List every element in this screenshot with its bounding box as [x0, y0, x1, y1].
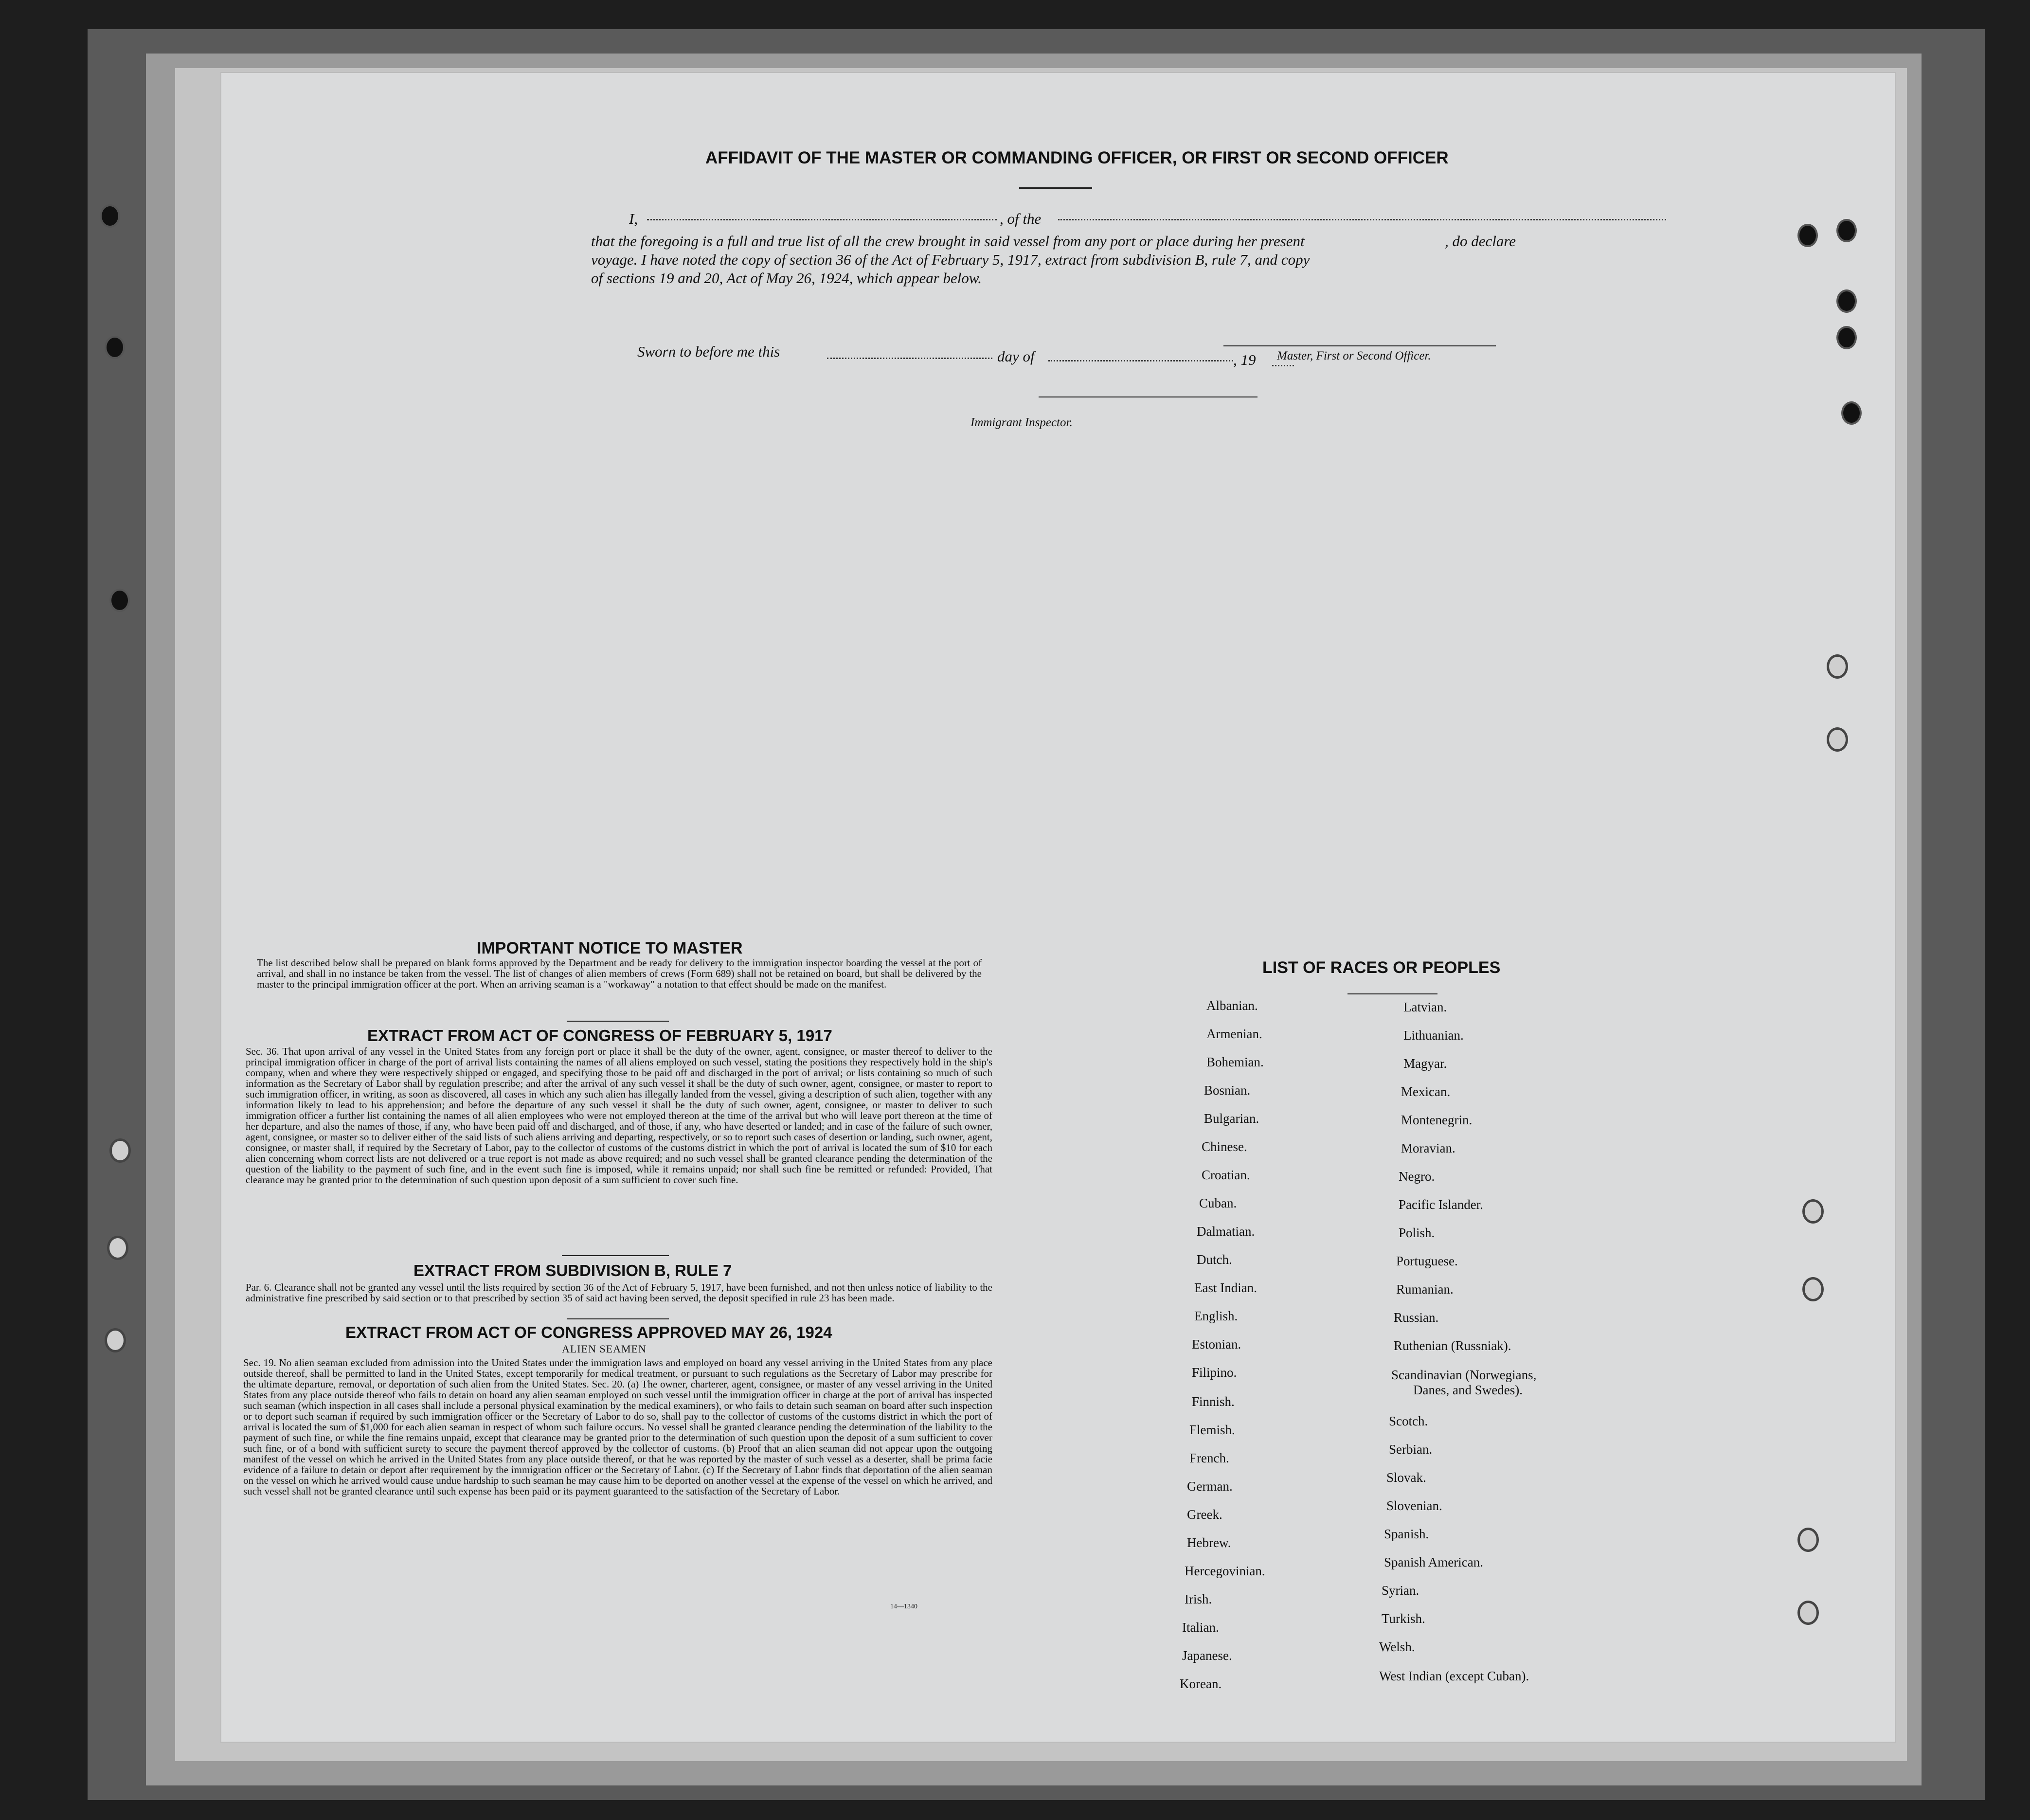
race-left: Bohemian. — [1206, 1055, 1264, 1069]
race-right: Negro. — [1399, 1169, 1435, 1184]
extract-1917-text: Sec. 36. That upon arrival of any vessel in the United States from any foreign port or place it shall be the duty of the owner, agent, consignee, or master thereof to deliver to the principal immigration officer in charge of the port of arrival lists containing the names of all aliens employed on such vessel, stating the positions they respectively hold in the ship's company, when and where they were respectively shipped or engaged, and specifying those to be paid off and discharged in the port of arrival; or lists containing so much of such information as the Secretary of Labor shall by regulation prescribe; and after the arrival of any such vessel it shall be the duty of such owner, agent, consignee, or master to report to such immigration officer, in writing, as soon as discovered, all cases in which any such alien has illegally landed from the vessel, giving a description of such alien, together with any information likely to lead to his apprehension; and before the departure of any such vessel it shall be the duty of such owner, agent, consignee, or master to deliver to such immigration officer a further list containing the names of all alien employees who were not employed thereon at the time of the arrival but who will leave port thereon at the time of her departure, and also the names of those, if any, who have been paid off and discharged, and of those, if any, who have deserted or landed; and in case of the failure of such owner, agent, consignee, or master so to deliver either of the said lists of such aliens arriving and departing, respectively, or so to report such cases of desertion or landing, such owner, agent, consignee, or master shall, if required by the Secretary of Labor, pay to the collector of customs of the customs district in which the port of arrival is located the sum of $10 for each alien concerning whom correct lists are not delivered or a true report is not made as above required; and no such vessel shall be granted clearance pending the determination of the question of the liability to the payment of such fine, and in the event such fine is imposed, while it remains unpaid; nor shall such fine be remitted or refunded: Provided, That clearance may be granted prior to the determination of such question upon deposit of a sum sufficient to cover such fine. — [246, 1045, 992, 1186]
race-right: Rumanian. — [1396, 1282, 1454, 1297]
affidavit-of-the: , of the — [1000, 210, 1042, 227]
divider — [1347, 993, 1437, 994]
master-signature-line[interactable] — [1223, 345, 1496, 346]
race-right: West Indian (except Cuban). — [1379, 1669, 1529, 1683]
race-right: Danes, and Swedes). — [1413, 1383, 1523, 1397]
race-right: Latvian. — [1403, 1000, 1447, 1014]
form-page — [221, 73, 1895, 1742]
name-blank[interactable] — [647, 219, 997, 220]
vessel-blank[interactable] — [1058, 219, 1666, 220]
extract-1924-subtitle: ALIEN SEAMEN — [562, 1343, 647, 1355]
affidavit-title: AFFIDAVIT OF THE MASTER OR COMMANDING OFFICER, OR FIRST OR SECOND OFFICER — [705, 148, 1449, 167]
divider — [1019, 187, 1092, 189]
notice-text: The list described below shall be prepared on blank forms approved by the Department and be ready for delivery to the immigration inspector boarding the vessel at the port of arrival, and shall in no instance be taken from the vessel. The list of changes of alien members of crews (Form 689) shall not be retained on board, but shall be delivered by the master to the principal immigration officer at the port. When an arriving seaman is a "workaway" a notation to that effect should be made on the manifest. — [257, 957, 982, 990]
race-left: Finnish. — [1192, 1394, 1235, 1409]
punch-hole — [1802, 1199, 1824, 1224]
punch-hole — [1797, 224, 1818, 247]
year-label: , 19 — [1233, 351, 1256, 368]
race-right: Polish. — [1399, 1225, 1435, 1240]
race-left: Hercegovinian. — [1185, 1564, 1265, 1578]
punch-hole — [1827, 654, 1848, 679]
race-left: Japanese. — [1182, 1648, 1232, 1663]
affidavit-line2-end: , do declare — [1445, 233, 1516, 250]
sworn-label: Sworn to before me this — [637, 343, 780, 360]
punch-hole — [1836, 219, 1857, 242]
race-right: Moravian. — [1401, 1141, 1455, 1155]
form-number: 14—1340 — [890, 1603, 917, 1610]
race-right: Mexican. — [1401, 1084, 1451, 1099]
punch-hole — [1836, 289, 1857, 313]
race-left: Greek. — [1187, 1507, 1222, 1522]
race-left: Albanian. — [1206, 998, 1258, 1013]
rule7-title: EXTRACT FROM SUBDIVISION B, RULE 7 — [413, 1261, 732, 1279]
punch-hole — [1797, 1601, 1819, 1625]
race-left: Armenian. — [1206, 1027, 1262, 1041]
race-left: Irish. — [1185, 1592, 1212, 1606]
punch-hole — [107, 1236, 128, 1260]
race-right: Montenegrin. — [1401, 1113, 1473, 1127]
affidavit-line2: that the foregoing is a full and true list of all the crew brought in said vessel from any port or place during her present — [591, 233, 1305, 250]
race-left: Croatian. — [1202, 1168, 1250, 1182]
race-right: Pacific Islander. — [1399, 1197, 1483, 1212]
race-right: Portuguese. — [1396, 1254, 1458, 1268]
race-right: Spanish. — [1384, 1527, 1429, 1541]
punch-hole — [105, 1328, 126, 1352]
race-left: East Indian. — [1194, 1280, 1257, 1295]
sworn-day-blank[interactable] — [827, 358, 992, 359]
race-left: Bosnian. — [1204, 1083, 1251, 1098]
race-right: Russian. — [1394, 1310, 1439, 1325]
race-left: English. — [1194, 1309, 1238, 1323]
race-right: Ruthenian (Russniak). — [1394, 1338, 1511, 1353]
race-left: Bulgarian. — [1204, 1111, 1259, 1126]
punch-hole — [1836, 326, 1857, 349]
race-left: Estonian. — [1192, 1337, 1241, 1351]
races-title: LIST OF RACES OR PEOPLES — [1262, 958, 1501, 977]
race-right: Magyar. — [1403, 1056, 1447, 1071]
punch-hole — [109, 589, 130, 612]
race-left: Flemish. — [1189, 1423, 1235, 1437]
affidavit-line4: of sections 19 and 20, Act of May 26, 1924, which appear below. — [591, 270, 982, 287]
race-left: Italian. — [1182, 1620, 1219, 1635]
extract-1917-title: EXTRACT FROM ACT OF CONGRESS OF FEBRUARY 5, 1917 — [367, 1027, 832, 1045]
punch-hole — [1827, 727, 1848, 752]
affidavit-line3: voyage. I have noted the copy of section 36 of the Act of February 5, 1917, extract from subdivision B, rule 7, and copy — [591, 251, 1310, 268]
race-left: German. — [1187, 1479, 1233, 1494]
race-right: Scandinavian (Norwegians, — [1391, 1368, 1537, 1382]
punch-hole — [1841, 401, 1862, 425]
race-right: Scotch. — [1389, 1414, 1428, 1428]
notice-title: IMPORTANT NOTICE TO MASTER — [477, 939, 743, 957]
day-of-label: day of — [997, 348, 1035, 365]
race-left: Filipino. — [1192, 1365, 1237, 1380]
race-left: Cuban. — [1199, 1196, 1237, 1210]
divider — [567, 1021, 669, 1022]
extract-1924-title: EXTRACT FROM ACT OF CONGRESS APPROVED MAY 26, 1924 — [345, 1323, 832, 1341]
rule7-text: Par. 6. Clearance shall not be granted any vessel until the lists required by section 36 of the Act of February 5, 1917, have been furnished, and not then unless notice of liability to the administrative fine prescribed by said section or to that prescribed by section 35 of said act having been served, the deposit specified in rule 23 has been made. — [246, 1281, 992, 1304]
affidavit-i: I, — [629, 210, 638, 227]
year-blank[interactable] — [1272, 365, 1294, 366]
extract-1924-text: Sec. 19. No alien seaman excluded from admission into the United States under the immigration laws and employed on board any vessel arriving in the United States from any place outside thereof, shall be permitted to land in the United States, except temporarily for medical treatment, or pursuant to such regulations as the Secretary of Labor may prescribe for the ultimate departure, removal, or deportation of such alien from the United States. Sec. 20. (a) The owner, charterer, agent, consignee, or master of any vessel arriving in the United States from any place outside thereof who fails to detain on board any alien seaman employed on such vessel until the immigration officer in charge at the port of arrival has inspected such seaman (which inspection in all cases shall include a personal physical examination by the medical examiners), or who fails to detain such seaman on board after such inspection or to deport such seaman if required by such immigration officer or the Secretary of Labor to do so, shall pay to the collector of customs of the customs district in which the port of arrival is located the sum of $1,000 for each alien seaman in respect of whom such failure occurs. No vessel shall be granted clearance pending the determination of the liability to the payment of such fine, or while the fine remains unpaid, except that clearance may be granted prior to the determination of such question upon the deposit of a sum sufficient to cover such fine, or of a bond with sufficient surety to secure the payment thereof approved by the collector of customs. (b) Proof that an alien seaman did not appear upon the outgoing manifest of the vessel on which he arrived in the United States from any place outside thereof, or that he was reported by the master of such vessel as a deserter, shall be prima facie evidence of a failure to detain or deport after requirement by the immigration officer or the Secretary of Labor. (c) If the Secretary of Labor finds that deportation of the alien seaman on the vessel on which he arrived would cause undue hardship to such seaman he may cause him to be deported on another vessel at the expense of the vessel on which he arrived, and such vessel shall not be granted clearance until such expense has been paid or its payment guaranteed to the satisfaction of the Secretary of Labor. — [243, 1357, 992, 1497]
race-right: Spanish American. — [1384, 1555, 1483, 1569]
race-right: Syrian. — [1382, 1583, 1419, 1598]
inspector-signature-line[interactable] — [1039, 396, 1258, 397]
race-left: French. — [1189, 1451, 1229, 1465]
punch-hole — [100, 204, 120, 228]
inspector-signature-label: Immigrant Inspector. — [970, 416, 1073, 429]
race-left: Chinese. — [1202, 1139, 1247, 1154]
master-signature-label: Master, First or Second Officer. — [1277, 349, 1431, 362]
race-left: Dalmatian. — [1197, 1224, 1255, 1239]
race-right: Slovenian. — [1386, 1498, 1442, 1513]
race-right: Lithuanian. — [1403, 1028, 1464, 1043]
race-left: Dutch. — [1197, 1252, 1232, 1267]
punch-hole — [105, 336, 125, 359]
divider — [562, 1255, 669, 1256]
race-right: Welsh. — [1379, 1640, 1415, 1654]
punch-hole — [1802, 1277, 1824, 1301]
divider — [567, 1318, 669, 1319]
race-right: Turkish. — [1382, 1611, 1425, 1626]
race-right: Slovak. — [1386, 1470, 1426, 1485]
month-blank[interactable] — [1048, 360, 1233, 361]
punch-hole — [1797, 1528, 1819, 1552]
race-left: Hebrew. — [1187, 1535, 1231, 1550]
race-left: Korean. — [1180, 1676, 1222, 1691]
race-right: Serbian. — [1389, 1442, 1433, 1457]
punch-hole — [109, 1138, 131, 1163]
